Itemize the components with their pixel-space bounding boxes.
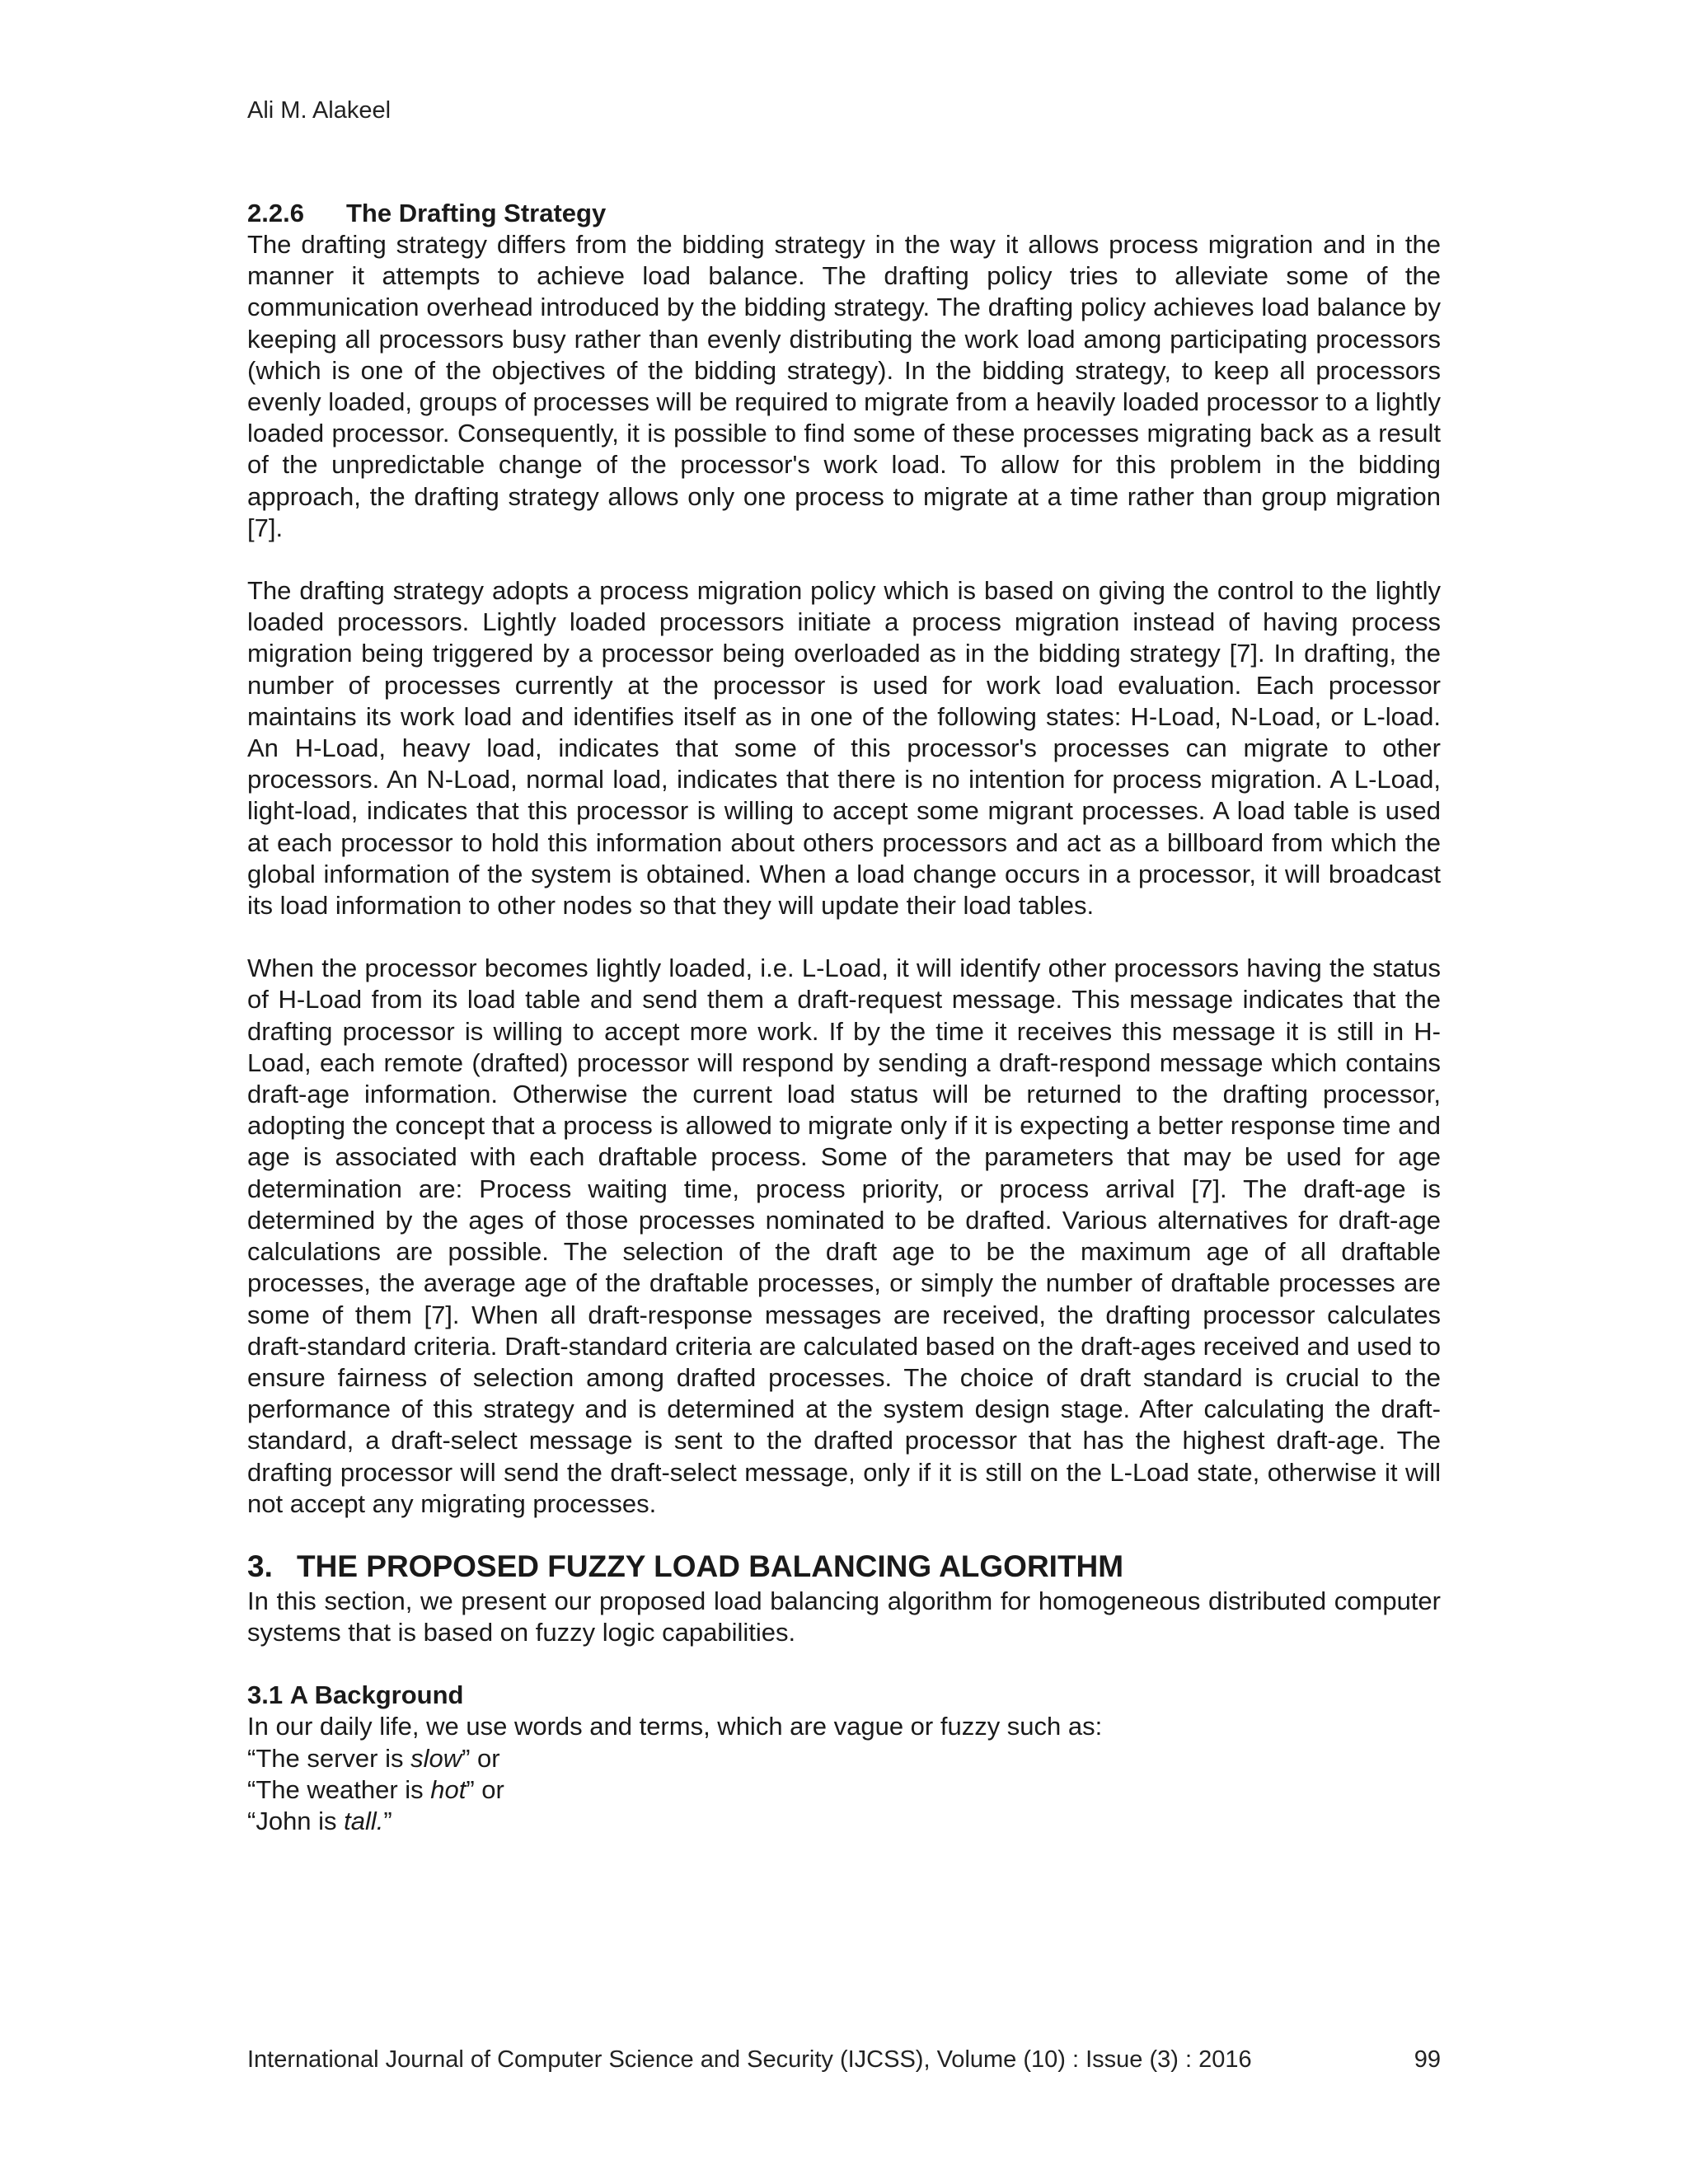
running-header-author: Ali M. Alakeel [247,97,392,124]
page-number: 99 [1414,2046,1441,2073]
section-number: 3.1 [247,1680,284,1710]
section-3-paragraph: In this section, we present our proposed load balancing algorithm for homogeneous distributed computer systems that is based on fuzzy logic capabilities. [247,1586,1441,1647]
background-intro: In our daily life, we use words and terms, which are vague or fuzzy such as: [247,1712,1103,1741]
section-2-2-6-heading [247,198,1441,229]
section-number: 2.2.6 [247,199,304,227]
paragraph-gap [247,921,1441,953]
section-gap [247,1648,1441,1680]
section-3-1-heading [247,1680,1441,1711]
drafting-paragraph-3: When the processor becomes lightly loaded, i.e. L-Load, it will identify other processors having the status of H-Load from its load table and send them a draft-request message. This message indicates that the drafting processor is willing to accept more work. If by the time it receives this message it is still in H-Load, each remote (drafted) processor will respond by sending a draft-respond message which contains draft-age information. Otherwise the current load status will be returned to the drafting processor, adopting the concept that a process is allowed to migrate only if it is expecting a better response time and age is associated with each draftable process. Some of the parameters that may be used for age determination are: Process waiting time, process priority, or process arrival [7]. The draft-age is determined by the ages of those processes nominated to be drafted. Various alternatives for draft-age calculations are possible. The selection of the draft age to be the maximum age of all draftable processes, the average age of the draftable processes, or simply the number of draftable processes are some of them [7]. When all draft-response messages are received, the drafting processor calculates draft-standard criteria. Draft-standard criteria are calculated based on the draft-ages received and used to ensure fairness of selection among drafted processes. The choice of draft standard is crucial to the performance of this strategy and is determined at the system design stage. After calculating the draft-standard, a draft-select message is sent to the drafted processor that has the highest draft-age. The drafting processor will send the draft-select message, only if it is still on the L-Load state, otherwise it will not accept any migrating processes. [247,954,1441,1518]
journal-citation: International Journal of Computer Science and Security (IJCSS), Volume (10) : Issue (3) : 2016 [247,2046,1252,2073]
drafting-paragraph-2: The drafting strategy adopts a process migration policy which is based on giving the control to the lightly loaded processors. Lightly loaded processors initiate a process migration instead of having process migration being triggered by a processor being overloaded as in the bidding strategy [7]. In drafting, the number of processes currently at the processor is used for work load evaluation. Each processor maintains its work load and identifies itself as in one of the following states: H-Load, N-Load, or L-load. An H-Load, heavy load, indicates that some of this processor's processes can migrate to other processors. An N-Load, normal load, indicates that there is no intention for process migration. A L-Load, light-load, indicates that this processor is willing to accept some migrant processes. A load table is used at each processor to hold this information about others processors and act as a billboard from which the global information of the system is obtained. When a load change occurs in a processor, it will broadcast its load information to other nodes so that they will update their load tables. [247,576,1441,921]
paper-page [247,0,1441,2184]
section-title: THE PROPOSED FUZZY LOAD BALANCING ALGORITHM [297,1549,1124,1583]
fuzzy-example: “The server is slow” or [247,1743,500,1773]
paragraph-gap [247,544,1441,575]
fuzzy-example: “The weather is hot” or [247,1774,504,1804]
section-number: 3. [247,1549,273,1583]
running-footer [247,2046,1441,2074]
section-3-heading [247,1548,1441,1586]
page-content [247,198,1441,1837]
section-title: The Drafting Strategy [346,199,607,227]
section-title: A Background [289,1680,464,1710]
drafting-paragraph-1: The drafting strategy differs from the bidding strategy in the way it allows process migration and in the manner it attempts to achieve load balance. The drafting policy tries to alleviate some of the communication overhead introduced by the bidding strategy. The drafting policy achieves load balance by keeping all processors busy rather than evenly distributing the work load among participating processors (which is one of the objectives of the bidding strategy). In the bidding strategy, to keep all processors evenly loaded, groups of processes will be required to migrate from a heavily loaded processor to a lightly loaded processor. Consequently, it is possible to find some of these processes migrating back as a result of the unpredictable change of the processor's work load. To allow for this problem in the bidding approach, the drafting strategy allows only one process to migrate at a time rather than group migration [7]. [247,230,1441,542]
section-gap [247,1520,1441,1548]
fuzzy-example: “John is tall.” [247,1806,392,1835]
